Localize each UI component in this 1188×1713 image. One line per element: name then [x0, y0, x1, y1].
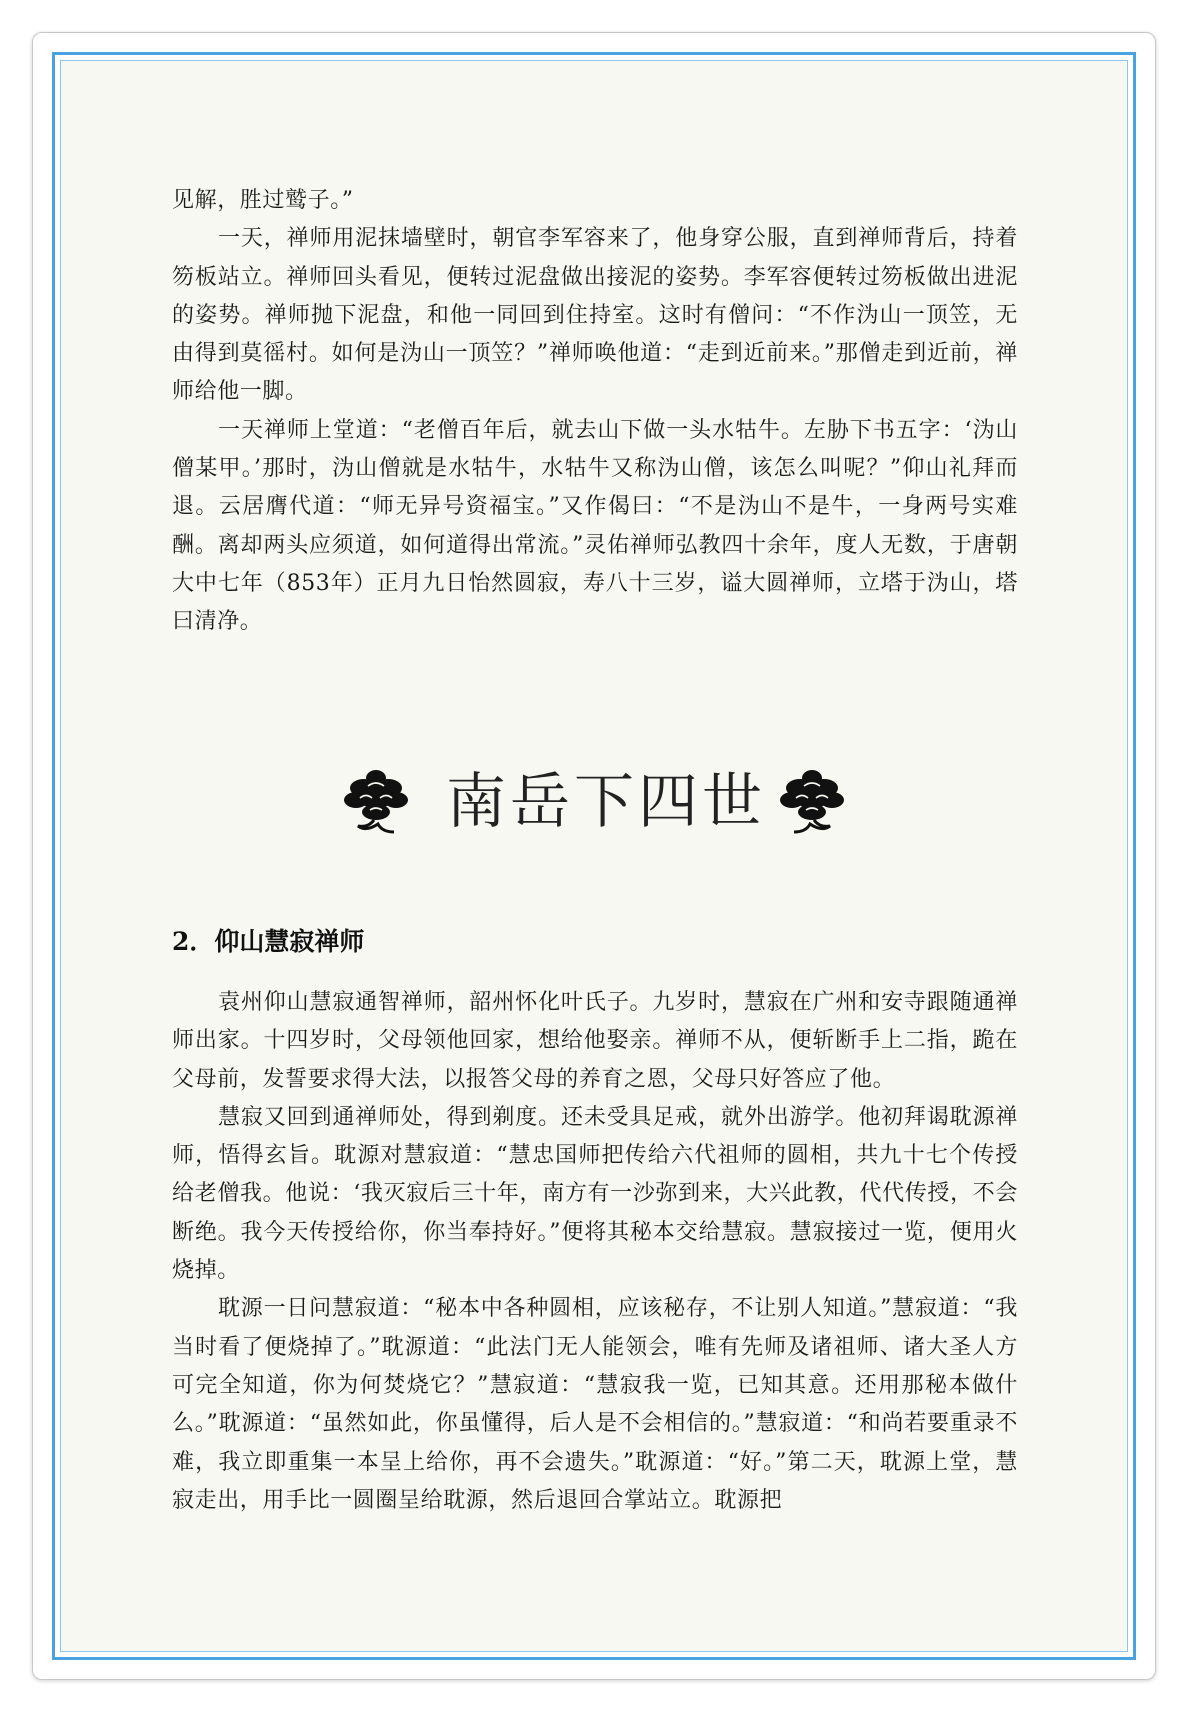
auspicious-cloud-icon — [344, 766, 408, 838]
top-text-block — [172, 182, 1018, 642]
auspicious-cloud-icon — [780, 766, 844, 838]
section-heading: 2．仰山慧寂禅师 — [172, 927, 365, 956]
bottom-text-block — [172, 984, 1018, 1520]
paragraph: 一天，禅师用泥抹墙壁时，朝官李军容来了，他身穿公服，直到禅师背后，持着笏板站立。禅师回头看见，便转过泥盘做出接泥的姿势。李军容便转过笏板做出进泥的姿势。禅师抛下泥盘，和他一同回到住持室。这时有僧问：“不作沩山一顶笠，无由得到莫徭村。如何是沩山一顶笠？”禅师唤他道：“走到近前来。”那僧走到近前，禅师给他一脚。 — [172, 226, 1018, 405]
paragraph: 见解，胜过鹫子。” — [172, 188, 354, 213]
paragraph: 袁州仰山慧寂通智禅师，韶州怀化叶氏子。九岁时，慧寂在广州和安寺跟随通禅师出家。十四岁时，父母领他回家，想给他娶亲。禅师不从，便斩断手上二指，跪在父母前，发誓要求得大法，以报答父母的养育之恩，父母只好答应了他。 — [172, 990, 1018, 1092]
chapter-title: 南岳下四世 — [446, 767, 766, 837]
paragraph: 耽源一日问慧寂道：“秘本中各种圆相，应该秘存，不让别人知道。”慧寂道：“我当时看了便烧掉了。”耽源道：“此法门无人能领会，唯有先师及诸祖师、诸大圣人方可完全知道，你为何焚烧它？”慧寂道：“慧寂我一览，已知其意。还用那秘本做什么。”耽源道：“虽然如此，你虽懂得，后人是不会相信的。”慧寂道：“和尚若要重录不难，我立即重集一本呈上给你，再不会遗失。”耽源道：“好。”第二天，耽源上堂，慧寂走出，用手比一圆圈呈给耽源，然后退回合掌站立。耽源把 — [172, 1296, 1018, 1513]
paragraph: 一天禅师上堂道：“老僧百年后，就去山下做一头水牯牛。左胁下书五字：‘沩山僧某甲。’那时，沩山僧就是水牯牛，水牯牛又称沩山僧，该怎么叫呢？”仰山礼拜而退。云居膺代道：“师无异号资福宝。”又作偈曰：“不是沩山不是牛，一身两号实难酬。离却两头应须道，如何道得出常流。”灵佑禅师弘教四十余年，度人无数，于唐朝大中七年（853年）正月九日怡然圆寂，寿八十三岁，谥大圆禅师，立塔于沩山，塔曰清净。 — [172, 417, 1018, 635]
chapter-heading — [344, 752, 844, 862]
paragraph: 慧寂又回到通禅师处，得到剃度。还未受具足戒，就外出游学。他初拜谒耽源禅师，悟得玄旨。耽源对慧寂道：“慧忠国师把传给六代祖师的圆相，共九十七个传授给老僧我。他说：‘我灭寂后三十年，南方有一沙弥到来，大兴此教，代代传授，不会断绝。我今天传授给你，你当奉持好。”便将其秘本交给慧寂。慧寂接过一览，便用火烧掉。 — [172, 1104, 1018, 1284]
